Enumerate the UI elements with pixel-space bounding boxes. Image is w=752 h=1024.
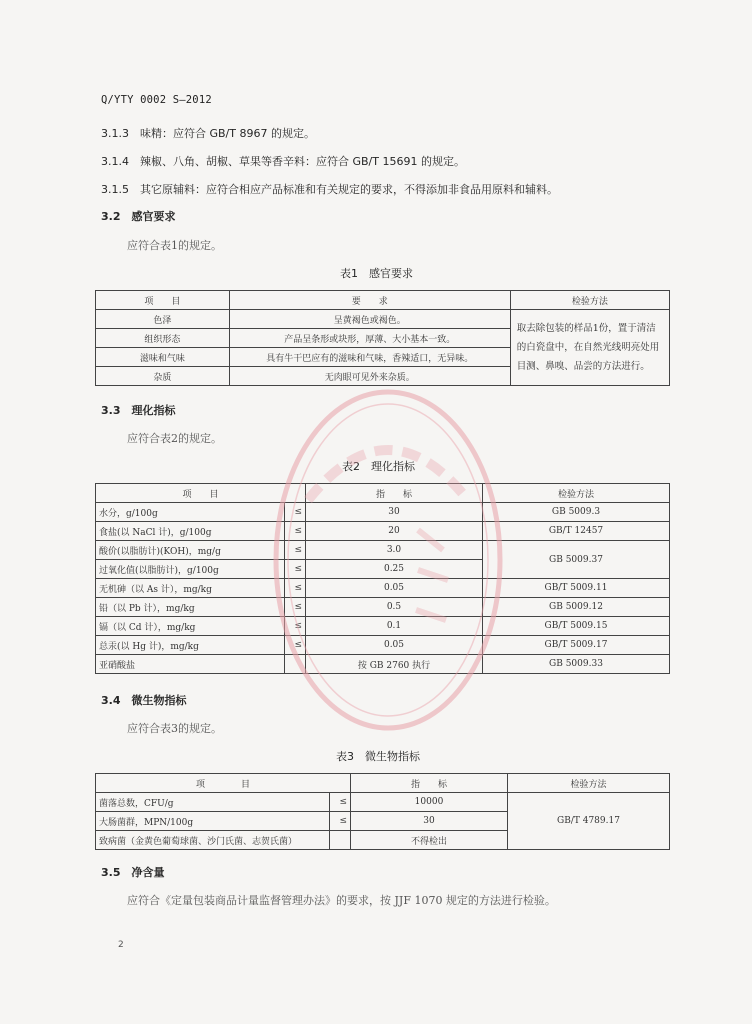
- table-cell: 按 GB 2760 执行: [306, 655, 483, 674]
- section-3-2-title: 3.2 感官要求: [101, 210, 176, 223]
- table-cell-symbol: ≤: [285, 503, 306, 522]
- clause-3-1-5: 3.1.5 其它原辅料：应符合相应产品标准和有关规定的要求，不得添加非食品用原料和辅料。: [101, 183, 558, 196]
- table-cell-symbol: ≤: [330, 793, 351, 812]
- table-cell: GB/T 12457: [483, 522, 670, 541]
- table-cell: 3.0: [306, 541, 483, 560]
- standard-code: Q/YTY 0002 S—2012: [101, 94, 212, 106]
- table-header-row: [96, 291, 670, 310]
- page-number: 2: [118, 940, 124, 950]
- table-header-cell: 指 标: [351, 774, 508, 793]
- table-cell: GB 5009.37: [483, 541, 670, 579]
- table-microbial: [95, 773, 670, 850]
- table-cell-symbol: ≤: [285, 636, 306, 655]
- section-3-3-title: 3.3 理化指标: [101, 404, 176, 417]
- table-header-row: [96, 774, 670, 793]
- table-cell: 30: [351, 812, 508, 831]
- table-cell: 酸价(以脂肪计)(KOH)，mg/g: [96, 541, 285, 560]
- table-physicochemical: [95, 483, 670, 674]
- table-header-cell: 检验方法: [508, 774, 670, 793]
- table3-caption: 表3 微生物指标: [336, 750, 420, 763]
- table-cell: 组织形态: [96, 329, 230, 348]
- table-cell-symbol: ≤: [285, 522, 306, 541]
- table-cell: 杂质: [96, 367, 230, 386]
- table-cell: GB/T 5009.17: [483, 636, 670, 655]
- table-row: [96, 522, 670, 541]
- table-header-cell: 项 目: [96, 774, 351, 793]
- table-cell: GB 5009.3: [483, 503, 670, 522]
- section-3-2-text: 应符合表1的规定。: [127, 239, 222, 252]
- table-header-cell: 要 求: [229, 291, 510, 310]
- table-cell-symbol: ≤: [285, 617, 306, 636]
- table-header-cell: 检验方法: [483, 484, 670, 503]
- section-3-4-text: 应符合表3的规定。: [127, 722, 222, 735]
- table-cell: 亚硝酸盐: [96, 655, 285, 674]
- table-cell: 具有牛干巴应有的滋味和气味，香辣适口，无异味。: [229, 348, 510, 367]
- table-header-cell: 项 目: [96, 484, 306, 503]
- table-cell: 过氧化值(以脂肪计)，g/100g: [96, 560, 285, 579]
- table-cell: 不得检出: [351, 831, 508, 850]
- table-cell: 镉（以 Cd 计），mg/kg: [96, 617, 285, 636]
- table-cell-symbol: [330, 831, 351, 850]
- table-cell: 铅（以 Pb 计），mg/kg: [96, 598, 285, 617]
- table-cell: 色泽: [96, 310, 230, 329]
- table-sensory: [95, 290, 670, 386]
- table-cell: 0.05: [306, 636, 483, 655]
- table-cell: 0.1: [306, 617, 483, 636]
- table-cell: GB 5009.33: [483, 655, 670, 674]
- table-cell: 滋味和气味: [96, 348, 230, 367]
- table-row: [96, 793, 670, 812]
- section-3-5-title: 3.5 净含量: [101, 866, 165, 879]
- table-cell-method: GB/T 4789.17: [508, 793, 670, 850]
- clause-3-1-3: 3.1.3 味精：应符合 GB/T 8967 的规定。: [101, 127, 315, 140]
- table-header-cell: 检验方法: [510, 291, 669, 310]
- table-cell: GB 5009.12: [483, 598, 670, 617]
- table-row: [96, 617, 670, 636]
- table-cell: 产品呈条形或块形，厚薄、大小基本一致。: [229, 329, 510, 348]
- table-cell: 0.25: [306, 560, 483, 579]
- table-row: [96, 598, 670, 617]
- table-cell: 总汞(以 Hg 计)，mg/kg: [96, 636, 285, 655]
- table-cell: 10000: [351, 793, 508, 812]
- table-cell-symbol: ≤: [285, 541, 306, 560]
- table-cell: GB/T 5009.15: [483, 617, 670, 636]
- table-row: [96, 655, 670, 674]
- table-cell-method: 取去除包装的样品1份，置于清洁的白瓷盘中，在自然光线明亮处用目测、鼻嗅、品尝的方法进行。: [510, 310, 669, 386]
- table-cell-symbol: ≤: [285, 579, 306, 598]
- table-cell: GB/T 5009.11: [483, 579, 670, 598]
- table-header-cell: 项 目: [96, 291, 230, 310]
- table-row: [96, 310, 670, 329]
- table-row: [96, 579, 670, 598]
- table-cell: 致病菌（金黄色葡萄球菌、沙门氏菌、志贺氏菌）: [96, 831, 330, 850]
- table-header-row: [96, 484, 670, 503]
- table-cell: 食盐(以 NaCl 计)，g/100g: [96, 522, 285, 541]
- table1-caption: 表1 感官要求: [340, 267, 413, 280]
- table-cell: 无肉眼可见外来杂质。: [229, 367, 510, 386]
- table-cell: 30: [306, 503, 483, 522]
- table-cell-symbol: ≤: [330, 812, 351, 831]
- table-cell: 0.05: [306, 579, 483, 598]
- table-header-cell: 指 标: [306, 484, 483, 503]
- table-cell: 0.5: [306, 598, 483, 617]
- section-3-5-text: 应符合《定量包装商品计量监督管理办法》的要求，按 JJF 1070 规定的方法进行检验。: [127, 894, 556, 907]
- table-cell-symbol: [285, 655, 306, 674]
- table2-caption: 表2 理化指标: [342, 460, 415, 473]
- section-3-4-title: 3.4 微生物指标: [101, 694, 187, 707]
- table-cell: 20: [306, 522, 483, 541]
- section-3-3-text: 应符合表2的规定。: [127, 432, 222, 445]
- table-row: [96, 503, 670, 522]
- table-cell: 呈黄褐色或褐色。: [229, 310, 510, 329]
- table-cell: 菌落总数，CFU/g: [96, 793, 330, 812]
- table-cell-symbol: ≤: [285, 598, 306, 617]
- table-cell-symbol: ≤: [285, 560, 306, 579]
- clause-3-1-4: 3.1.4 辣椒、八角、胡椒、草果等香辛料：应符合 GB/T 15691 的规定。: [101, 155, 465, 168]
- table-row: [96, 541, 670, 560]
- table-cell: 大肠菌群，MPN/100g: [96, 812, 330, 831]
- table-cell: 水分，g/100g: [96, 503, 285, 522]
- table-row: [96, 636, 670, 655]
- table-cell: 无机砷（以 As 计），mg/kg: [96, 579, 285, 598]
